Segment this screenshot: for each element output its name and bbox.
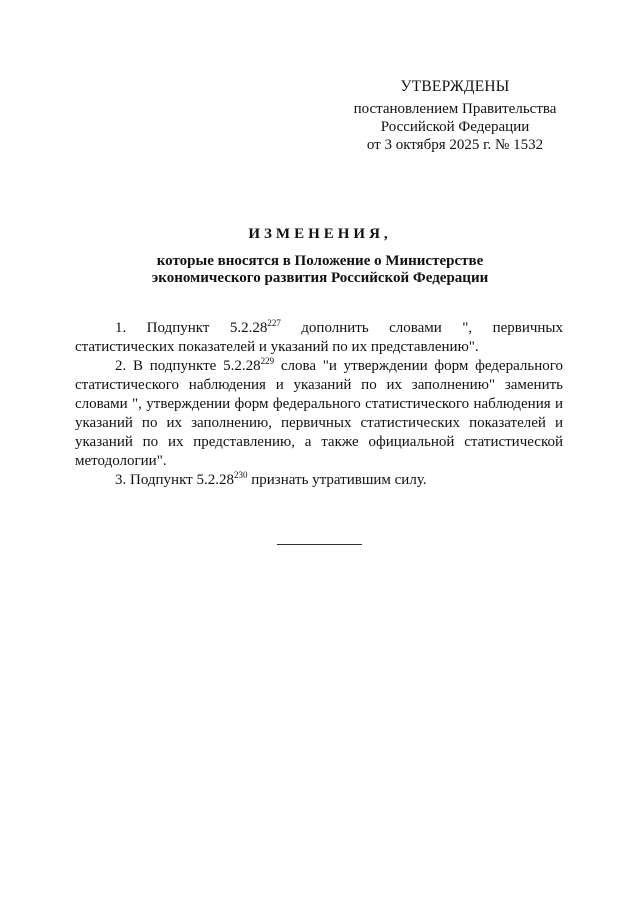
item-2-footnote-ref: 229	[260, 356, 275, 366]
document-subtitle-line-1: которые вносятся в Положение о Министерстве	[156, 253, 484, 269]
document-body	[75, 319, 563, 490]
closing-divider	[277, 544, 362, 545]
item-3-text: признать утратившим силу.	[247, 472, 427, 488]
item-3-footnote-ref: 230	[233, 470, 248, 480]
item-2-lead: 2. В подпункте 5.2.28	[115, 358, 261, 374]
approval-heading: УТВЕРЖДЕНЫ	[400, 78, 510, 95]
paragraph-item-3	[75, 471, 563, 490]
document-title: ИЗМЕНЕНИЯ,	[248, 226, 392, 242]
document-title-block	[60, 226, 580, 287]
approval-line-1: постановлением Правительства	[353, 101, 557, 117]
item-3-lead: 3. Подпункт 5.2.28	[115, 472, 234, 488]
item-2-text: слова "и утверждении форм федерального статистического наблюдения и указаний по их заполнению" заменить словами ", утверждении форм федерального статистического наблюдения и указаний по их заполнению, первичных статистических показателей и указаний по их представлению, а также официальной статистической методологии".	[75, 358, 563, 469]
item-1-lead: 1. Подпункт 5.2.28	[115, 320, 268, 336]
approval-line-3: от 3 октября 2025 г. № 1532	[366, 137, 544, 153]
paragraph-item-2	[75, 357, 563, 471]
item-1-footnote-ref: 227	[267, 318, 281, 328]
paragraph-item-1	[75, 319, 563, 357]
approval-line-2: Российской Федерации	[380, 119, 530, 135]
item-1-text: дополнить словами ", первичных статистических показателей и указаний по их представлению".	[75, 320, 564, 355]
approval-stamp	[330, 78, 580, 154]
document-subtitle-line-2: экономического развития Российской Федерации	[151, 270, 489, 286]
